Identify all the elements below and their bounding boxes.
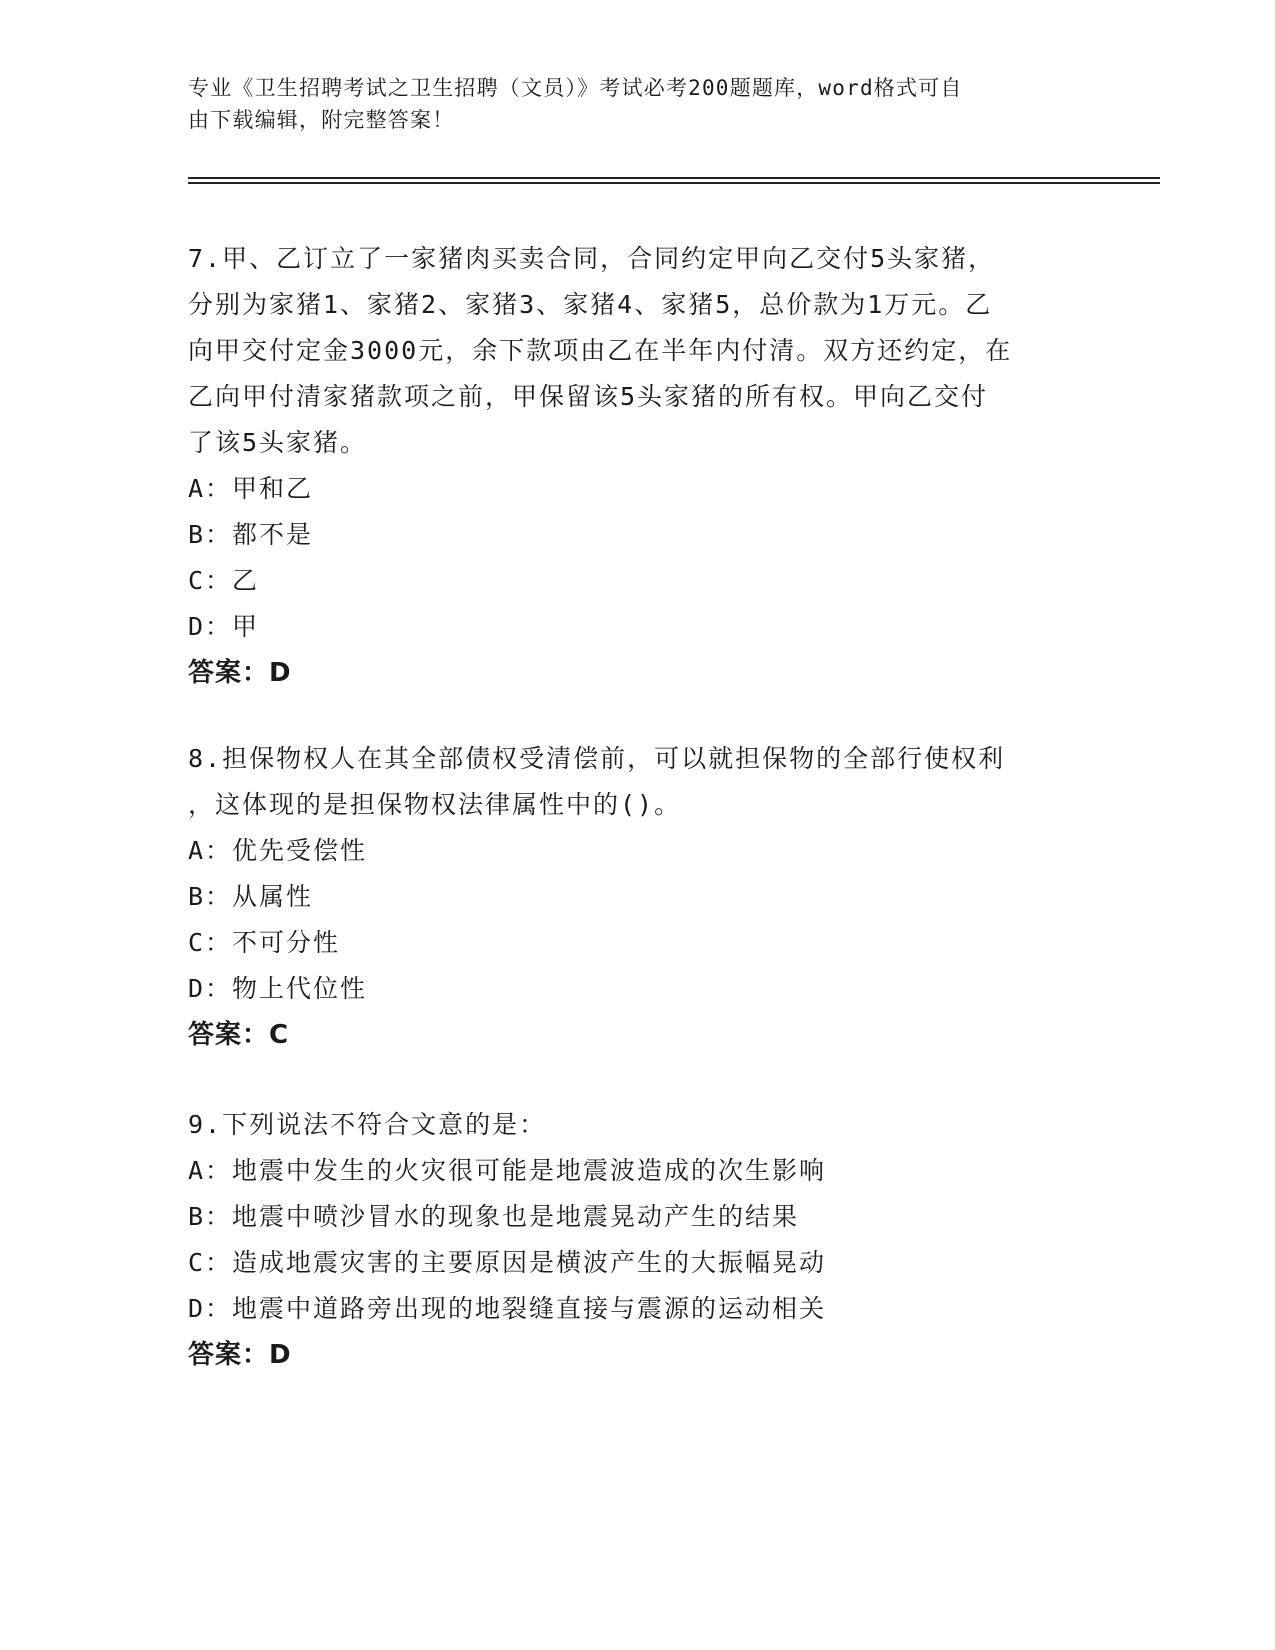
question-text-line: 8.担保物权人在其全部债权受清偿前，可以就担保物的全部行使权利: [188, 744, 1006, 773]
option-c: C：造成地震灾害的主要原因是横波产生的大振幅晃动: [188, 1248, 827, 1277]
question-8: [188, 736, 1088, 1058]
question-7: [188, 236, 1088, 696]
option-d: D：物上代位性: [188, 974, 368, 1003]
option-c: C：乙: [188, 566, 260, 595]
header-title-line-2: 由下载编辑，附完整答案！: [188, 108, 455, 132]
question-text-line: 7.甲、乙订立了一家猪肉买卖合同，合同约定甲向乙交付5头家猪，: [188, 244, 996, 273]
question-text-line: 乙向甲付清家猪款项之前，甲保留该5头家猪的所有权。甲向乙交付: [188, 382, 989, 411]
question-text-line: 9.下列说法不符合文意的是：: [188, 1110, 547, 1139]
option-a: A：优先受偿性: [188, 836, 368, 865]
question-text-line: 向甲交付定金3000元，余下款项由乙在半年内付清。双方还约定，在: [188, 336, 1013, 365]
header-title-line-1: 专业《卫生招聘考试之卫生招聘（文员）》考试必考200题题库，word格式可自: [188, 76, 963, 100]
option-d: D：地震中道路旁出现的地裂缝直接与震源的运动相关: [188, 1294, 827, 1323]
answer-line: 答案：D: [188, 658, 292, 688]
question-text-line: ，这体现的是担保物权法律属性中的()。: [188, 790, 682, 819]
question-text-line: 分别为家猪1、家猪2、家猪3、家猪4、家猪5，总价款为1万元。乙: [188, 290, 993, 319]
answer-line: 答案：C: [188, 1020, 290, 1050]
option-b: B：都不是: [188, 520, 314, 549]
document-header: [188, 72, 1068, 136]
question-9: [188, 1102, 1088, 1378]
option-b: B：地震中喷沙冒水的现象也是地震晃动产生的结果: [188, 1202, 800, 1231]
option-a: A：甲和乙: [188, 474, 314, 503]
question-text-line: 了该5头家猪。: [188, 428, 368, 457]
option-c: C：不可分性: [188, 928, 341, 957]
option-b: B：从属性: [188, 882, 314, 911]
header-divider-bottom: [188, 182, 1160, 184]
option-d: D：甲: [188, 612, 260, 641]
header-divider-top: [188, 177, 1160, 179]
answer-line: 答案：D: [188, 1340, 292, 1370]
option-a: A：地震中发生的火灾很可能是地震波造成的次生影响: [188, 1156, 827, 1185]
